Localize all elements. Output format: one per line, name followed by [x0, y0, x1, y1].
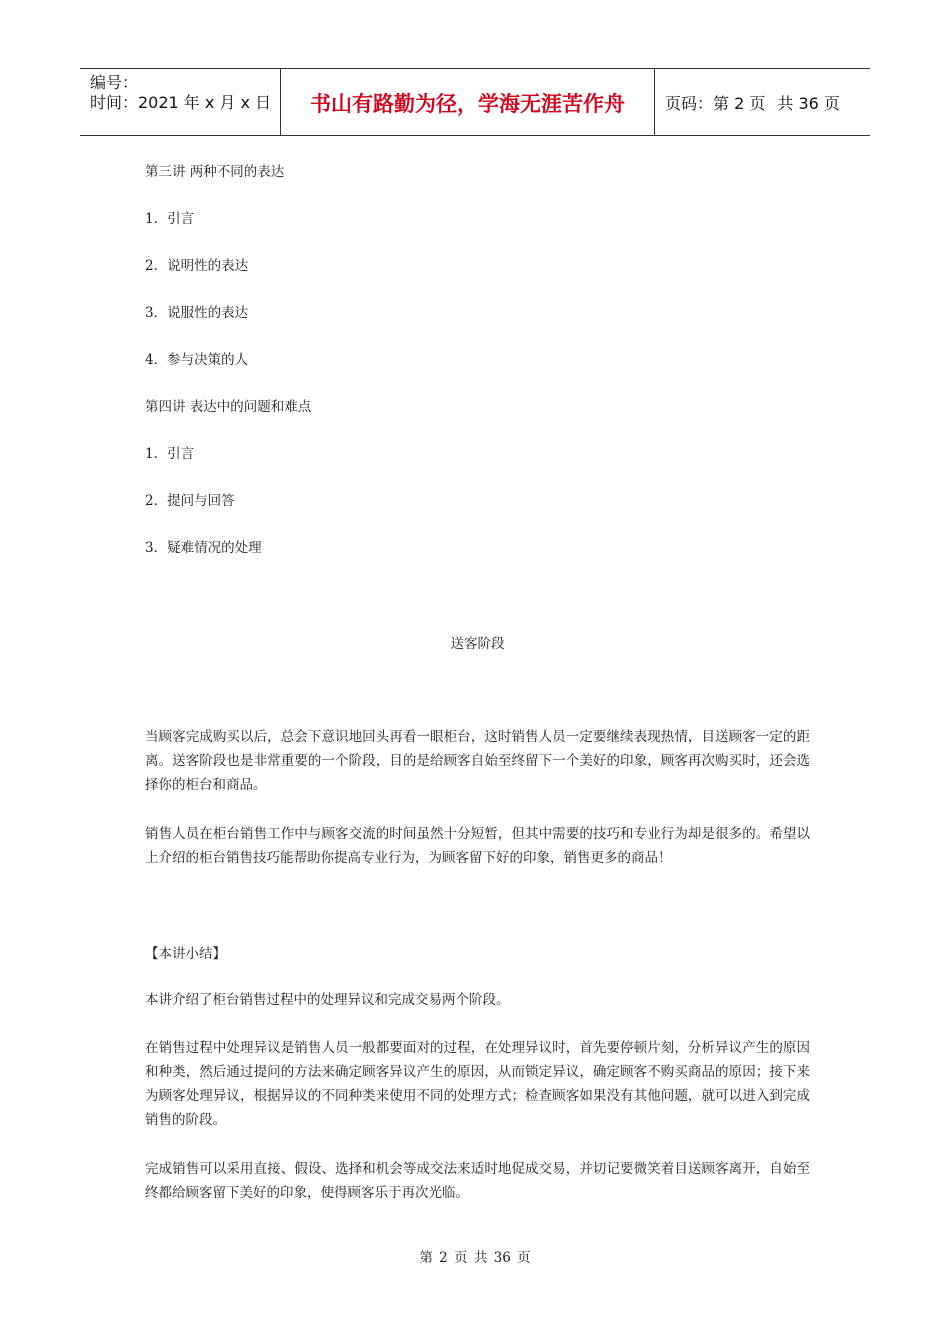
header-motto: 书山有路勤为径，学海无涯苦作舟	[281, 69, 655, 135]
header-meta	[80, 69, 281, 135]
summary-paragraph-1: 本讲介绍了柜台销售过程中的处理异议和完成交易两个阶段。	[145, 992, 510, 1008]
outline	[145, 160, 810, 583]
lecture-4-title: 第四讲 表达中的问题和难点	[145, 399, 312, 415]
outline-item: 2．说明性的表达	[145, 258, 249, 274]
section-paragraph-2: 销售人员在柜台销售工作中与顾客交流的时间虽然十分短暂，但其中需要的技巧和专业行为却是很多的。希望以上介绍的柜台销售技巧能帮助你提高专业行为，为顾客留下好的印象，销售更多的商品！	[145, 826, 810, 866]
section-paragraph-1: 当顾客完成购买以后，总会下意识地回头再看一眼柜台，这时销售人员一定要继续表现热情，目送顾客一定的距离。送客阶段也是非常重要的一个阶段，目的是给顾客自始至终留下一个美好的印象，顾客再次购买时，还会选择你的柜台和商品。	[145, 729, 810, 793]
section-title: 送客阶段	[450, 636, 505, 652]
document-time-label: 时间：2021 年 x 月 x 日	[90, 93, 272, 112]
summary-paragraph-2: 在销售过程中处理异议是销售人员一般都要面对的过程，在处理异议时，首先要停顿片刻，分析异议产生的原因和种类，然后通过提问的方法来确定顾客异议产生的原因，从而锁定异议，确定顾客不购买商品的原因；接下来为顾客处理异议，根据异议的不同种类来使用不同的处理方式；检查顾客如果没有其他问题，就可以进入到完成销售的阶段。	[145, 1040, 810, 1128]
summary-paragraph-3: 完成销售可以采用直接、假设、选择和机会等成交法来适时地促成交易，并切记要微笑着目送顾客离开，自始至终都给顾客留下美好的印象，使得顾客乐于再次光临。	[145, 1161, 810, 1201]
outline-item: 1．引言	[145, 211, 195, 227]
outline-item: 4．参与决策的人	[145, 352, 249, 368]
outline-item: 2．提问与回答	[145, 493, 235, 509]
outline-item: 3．疑难情况的处理	[145, 540, 262, 556]
header-page-number: 页码：第 2 页	[665, 93, 766, 113]
header-page-info	[655, 69, 870, 135]
document-number-label: 编号：	[90, 73, 139, 92]
outline-item: 1．引言	[145, 446, 195, 462]
page-footer: 第 2 页 共 36 页	[419, 1250, 531, 1266]
page-header	[80, 68, 870, 136]
header-page-total: 共 36 页	[777, 93, 840, 113]
summary-heading: 【本讲小结】	[145, 946, 226, 962]
outline-item: 3．说服性的表达	[145, 305, 249, 321]
lecture-3-title: 第三讲 两种不同的表达	[145, 164, 285, 180]
page-content	[145, 160, 810, 1201]
